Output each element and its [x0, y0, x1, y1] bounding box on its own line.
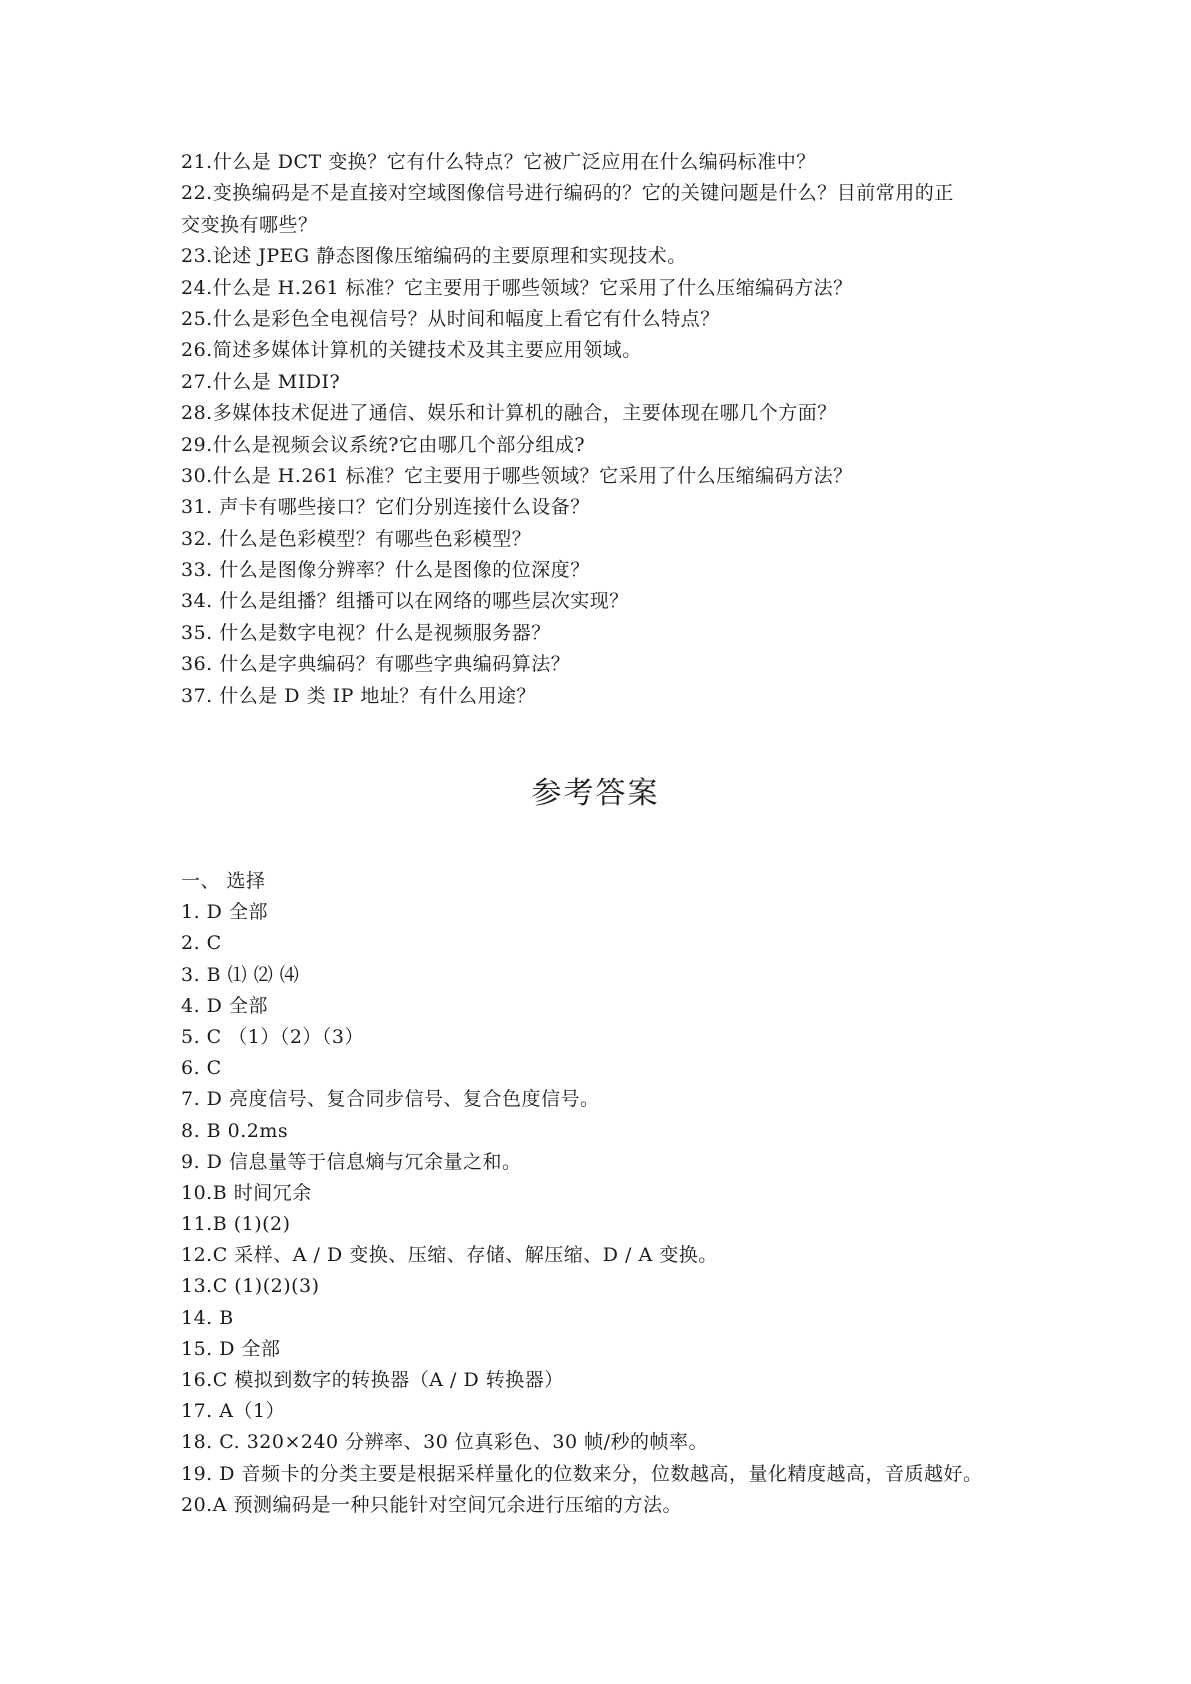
answer-line: 18. C. 320×240 分辨率、30 位真彩色、30 帧/秒的帧率。	[181, 1431, 709, 1454]
question-line: 31. 声卡有哪些接口？它们分别连接什么设备？	[181, 496, 590, 519]
answer-line: 17. A（1）	[181, 1400, 286, 1423]
question-line: 30.什么是 H.261 标准？它主要用于哪些领域？它采用了什么压缩编码方法？	[181, 464, 853, 487]
answer-line: 9. D 信息量等于信息熵与冗余量之和。	[181, 1150, 522, 1173]
answer-list	[181, 866, 1031, 1521]
answer-line: 13.C (1)(2)(3)	[181, 1275, 320, 1298]
answer-line: 20.A 预测编码是一种只能针对空间冗余进行压缩的方法。	[181, 1493, 682, 1516]
question-line: 交变换有哪些？	[181, 213, 318, 236]
answer-line: 8. B 0.2ms	[181, 1119, 289, 1142]
answer-line: 5. C （1）（2）（3）	[181, 1025, 365, 1048]
answer-line: 15. D 全部	[181, 1337, 281, 1360]
question-line: 25.什么是彩色全电视信号？从时间和幅度上看它有什么特点？	[181, 307, 720, 330]
question-line: 24.什么是 H.261 标准？它主要用于哪些领域？它采用了什么压缩编码方法？	[181, 276, 853, 299]
answer-line: 12.C 采样、A / D 变换、压缩、存储、解压缩、D / A 变换。	[181, 1244, 718, 1267]
question-line: 22.变换编码是不是直接对空域图像信号进行编码的？它的关键问题是什么？目前常用的正	[181, 182, 954, 205]
answer-line: 2. C	[181, 932, 222, 955]
question-line: 23.论述 JPEG 静态图像压缩编码的主要原理和实现技术。	[181, 245, 687, 268]
answer-line: 1. D 全部	[181, 901, 268, 924]
answer-line: 3. B ⑴ ⑵ ⑷	[181, 963, 300, 986]
answer-line: 一、 选择	[181, 870, 266, 892]
question-line: 29.什么是视频会议系统?它由哪几个部分组成?	[181, 433, 586, 456]
question-line: 36. 什么是字典编码？有哪些字典编码算法？	[181, 653, 571, 676]
question-line: 37. 什么是 D 类 IP 地址？有什么用途？	[181, 684, 536, 707]
answer-line: 11.B (1)(2)	[181, 1213, 291, 1236]
answer-line: 7. D 亮度信号、复合同步信号、复合色度信号。	[181, 1088, 600, 1111]
answer-line: 6. C	[181, 1057, 222, 1080]
answer-line: 4. D 全部	[181, 994, 268, 1017]
question-list	[181, 147, 1031, 712]
answer-line: 10.B 时间冗余	[181, 1181, 312, 1204]
question-line: 27.什么是 MIDI?	[181, 370, 341, 393]
question-line: 34. 什么是组播？组播可以在网络的哪些层次实现？	[181, 590, 629, 613]
answer-line: 16.C 模拟到数字的转换器（A / D 转换器）	[181, 1369, 564, 1391]
question-line: 26.简述多媒体计算机的关键技术及其主要应用领域。	[181, 339, 642, 362]
question-line: 33. 什么是图像分辨率？什么是图像的位深度？	[181, 559, 590, 582]
answer-line: 14. B	[181, 1306, 234, 1329]
question-line: 21.什么是 DCT 变换？它有什么特点？它被广泛应用在什么编码标准中？	[181, 151, 816, 173]
question-line: 35. 什么是数字电视？什么是视频服务器？	[181, 621, 551, 644]
question-line: 32. 什么是色彩模型？有哪些色彩模型？	[181, 527, 532, 550]
question-line: 28.多媒体技术促进了通信、娱乐和计算机的融合，主要体现在哪几个方面？	[181, 402, 837, 425]
answer-line: 19. D 音频卡的分类主要是根据采样量化的位数来分，位数越高，量化精度越高，音质越好。	[181, 1462, 983, 1485]
answers-heading: 参考答案	[531, 776, 660, 811]
